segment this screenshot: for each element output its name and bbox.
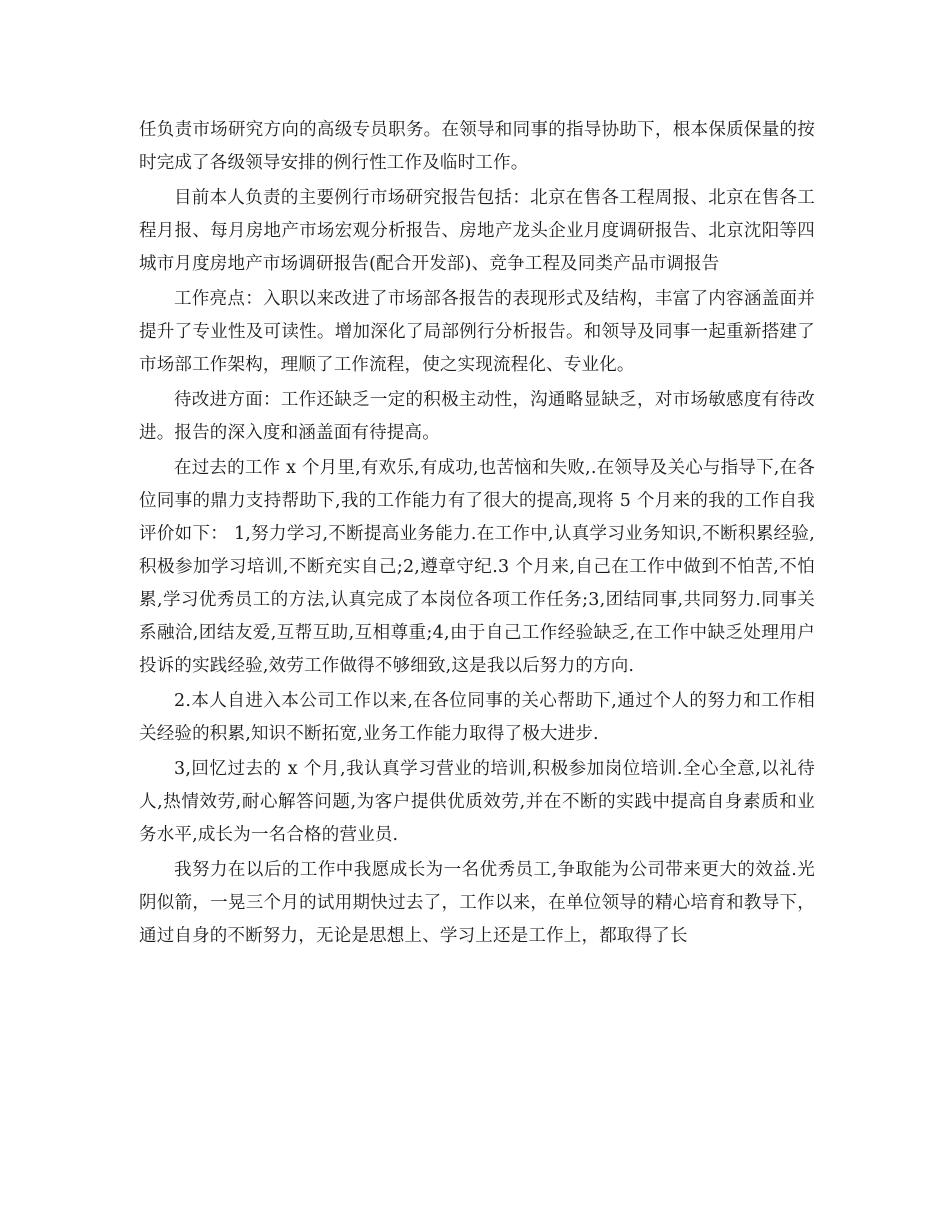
paragraph-point-3: 3,回忆过去的 x 个月,我认真学习营业的培训,积极参加岗位培训.全心全意,以礼待人,热情效劳,耐心解答问题,为客户提供优质效劳,并在不断的实践中提高自身素质和业务水平,成长为一名合格的营业员. — [139, 759, 815, 845]
paragraph-highlights: 工作亮点：入职以来改进了市场部各报告的表现形式及结构，丰富了内容涵盖面并提升了专业性及可读性。增加深化了局部例行分析报告。和领导及同事一起重新搭建了市场部工作架构，理顺了工作流程，使之实现流程化、专业化。 — [139, 289, 815, 375]
paragraph-self-evaluation: 在过去的工作 x 个月里,有欢乐,有成功,也苦恼和失败,.在领导及关心与指导下,在各位同事的鼎力支持帮助下,我的工作能力有了很大的提高,现将 5 个月来的我的工作自我评价如下： 1,努力学习,不断提高业务能力.在工作中,认真学习业务知识,不断积累经验,积极参加学习培训,不断充实自己;2,遵章守纪.3 个月来,自己在工作中做到不怕苦,不怕累,学习优秀员工的方法,认真完成了本岗位各项工作任务;3,团结同事,共同努力.同事关系融洽,团结友爱,互帮互助,互相尊重;4,由于自己工作经验缺乏,在工作中缺乏处理用户投诉的实践经验,效劳工作做得不够细致,这是我以后努力的方向. — [139, 458, 815, 676]
paragraph-improvements: 待改进方面：工作还缺乏一定的积极主动性，沟通略显缺乏，对市场敏感度有待改进。报告的深入度和涵盖面有待提高。 — [139, 390, 815, 443]
paragraph-future-goals: 我努力在以后的工作中我愿成长为一名优秀员工,争取能为公司带来更大的效益.光阴似箭，一晃三个月的试用期快过去了，工作以来，在单位领导的精心培育和教导下，通过自身的不断努力，无论是思想上、学习上还是工作上，都取得了长 — [139, 860, 815, 946]
paragraph-continuation: 任负责市场研究方向的高级专员职务。在领导和同事的指导协助下，根本保质保量的按时完成了各级领导安排的例行性工作及临时工作。 — [139, 120, 815, 173]
paragraph-point-2: 2.本人自进入本公司工作以来,在各位同事的关心帮助下,通过个人的努力和工作相关经验的积累,知识不断拓宽,业务工作能力取得了极大进步. — [139, 691, 815, 744]
paragraph-routine-reports: 目前本人负责的主要例行市场研究报告包括：北京在售各工程周报、北京在售各工程月报、每月房地产市场宏观分析报告、房地产龙头企业月度调研报告、北京沈阳等四城市月度房地产市场调研报告(配合开发部)、竞争工程及同类产品市调报告 — [139, 188, 815, 274]
document-body — [139, 114, 815, 955]
